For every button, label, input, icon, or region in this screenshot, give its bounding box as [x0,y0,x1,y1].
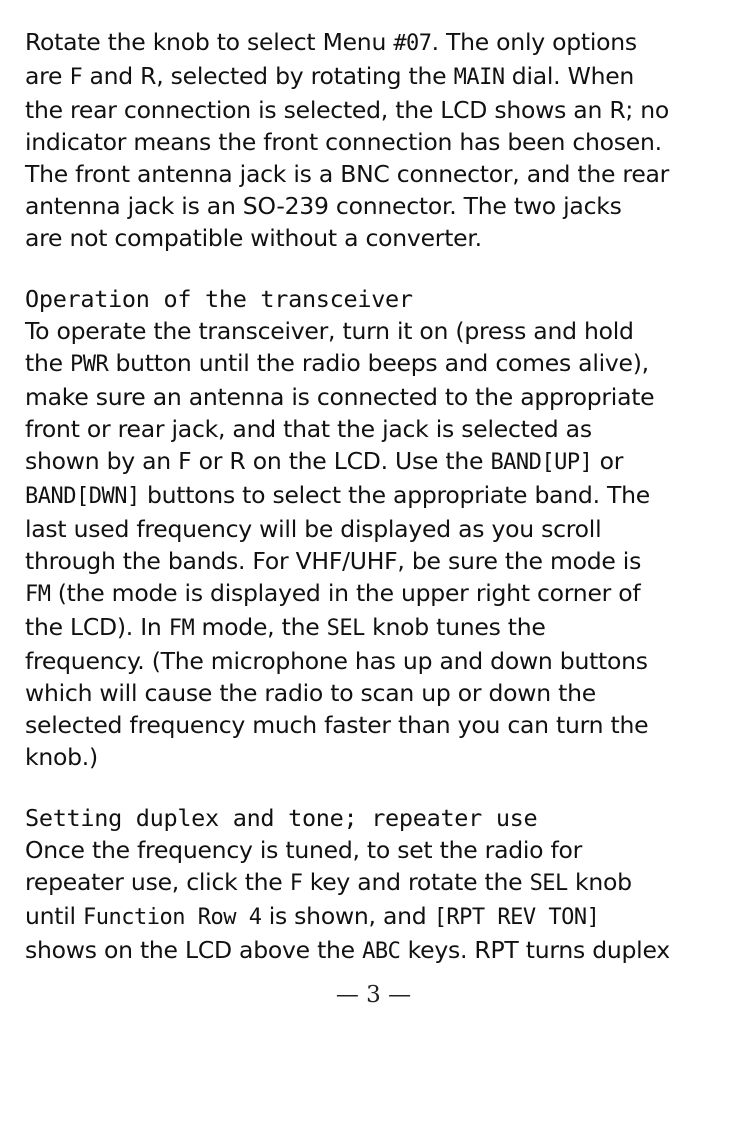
text-run: key and rotate the [302,868,530,896]
text-line [25,222,725,254]
text-line [25,545,725,577]
text-line [25,315,725,347]
text-line [25,677,725,709]
inline-code: [RPT REV TON] [433,905,600,930]
text-run: . The only options [431,28,637,56]
text-run: are not compatible without a converter. [25,224,482,252]
text-run: Rotate the knob to select Menu [25,28,394,56]
text-line [25,709,725,741]
text-run: knob [567,868,632,896]
text-run: keys. RPT turns duplex [400,936,670,964]
text-run: and R, selected by rotating the [82,62,454,90]
text-run: the LCD). In [25,613,169,641]
paragraph-repeater [25,834,725,968]
text-run: The front antenna jack is a BNC connector, and the rear [25,160,670,188]
text-line [25,94,725,126]
text-run: last used frequency will be displayed as you scroll [25,515,602,543]
text-run: front or rear jack, and that the jack is selected as [25,415,592,443]
text-run: (the mode is displayed in the upper right corner of [50,579,641,607]
text-run: make sure an antenna is connected to the appropriate [25,383,655,411]
inline-code: F [69,65,83,90]
inline-code: BAND[UP] [490,450,593,475]
text-run: knob tunes the [364,613,546,641]
inline-code: Function Row 4 [83,905,262,930]
text-line [25,834,725,866]
text-line [25,347,725,381]
text-line [25,611,725,645]
heading-duplex-tone: Setting duplex and tone; repeater use [25,804,538,832]
text-run: shows on the LCD above the [25,936,363,964]
inline-code: MAIN [453,65,505,90]
text-line [25,645,725,677]
text-run: indicator means the front connection has been chosen. [25,128,662,156]
text-run: repeater use, click the [25,868,290,896]
text-run: knob.) [25,743,98,771]
text-run: To operate the transceiver, turn it on (press and hold [25,317,634,345]
text-line [25,158,725,190]
inline-code: FM [168,616,195,641]
inline-code: SEL [326,616,365,641]
text-run: the [25,349,71,377]
text-run: or [592,447,624,475]
text-line [25,413,725,445]
inline-code: BAND[DWN] [25,484,140,509]
inline-code: #07 [393,31,432,56]
inline-code: ABC [362,939,401,964]
text-line [25,479,725,513]
page-number: — 3 — [335,982,412,1008]
text-run: selected frequency much faster than you can turn the [25,711,649,739]
text-line [25,381,725,413]
inline-code: SEL [529,871,568,896]
text-line [25,866,725,900]
paragraph-operation [25,315,725,773]
text-line [25,445,725,479]
inline-code: PWR [70,352,109,377]
text-run: button until the radio beeps and comes alive), [108,349,649,377]
text-run: frequency. (The microphone has up and down buttons [25,647,648,675]
text-run: is shown, and [261,902,434,930]
text-run: buttons to select the appropriate band. The [139,481,650,509]
text-line [25,900,725,934]
text-run: shown by an F or R on the LCD. Use the [25,447,491,475]
text-line [25,60,725,94]
text-run: are [25,62,70,90]
text-line [25,513,725,545]
text-line [25,741,725,773]
text-line [25,126,725,158]
text-line [25,934,725,968]
text-run: antenna jack is an SO-239 connector. The two jacks [25,192,622,220]
text-line [25,577,725,611]
text-run: Once the frequency is tuned, to set the radio for [25,836,583,864]
text-run: mode, the [194,613,327,641]
text-run: dial. When [504,62,635,90]
heading-operation: Operation of the transceiver [25,285,413,313]
text-run: through the bands. For VHF/UHF, be sure the mode is [25,547,642,575]
text-run: which will cause the radio to scan up or down the [25,679,596,707]
text-line [25,190,725,222]
text-run: the rear connection is selected, the LCD shows an R; no [25,96,670,124]
text-line [25,26,725,60]
paragraph-menu-07 [25,26,725,254]
document-page [25,26,725,968]
inline-code: F [289,871,303,896]
text-run: until [25,902,84,930]
inline-code: FM [25,582,51,607]
